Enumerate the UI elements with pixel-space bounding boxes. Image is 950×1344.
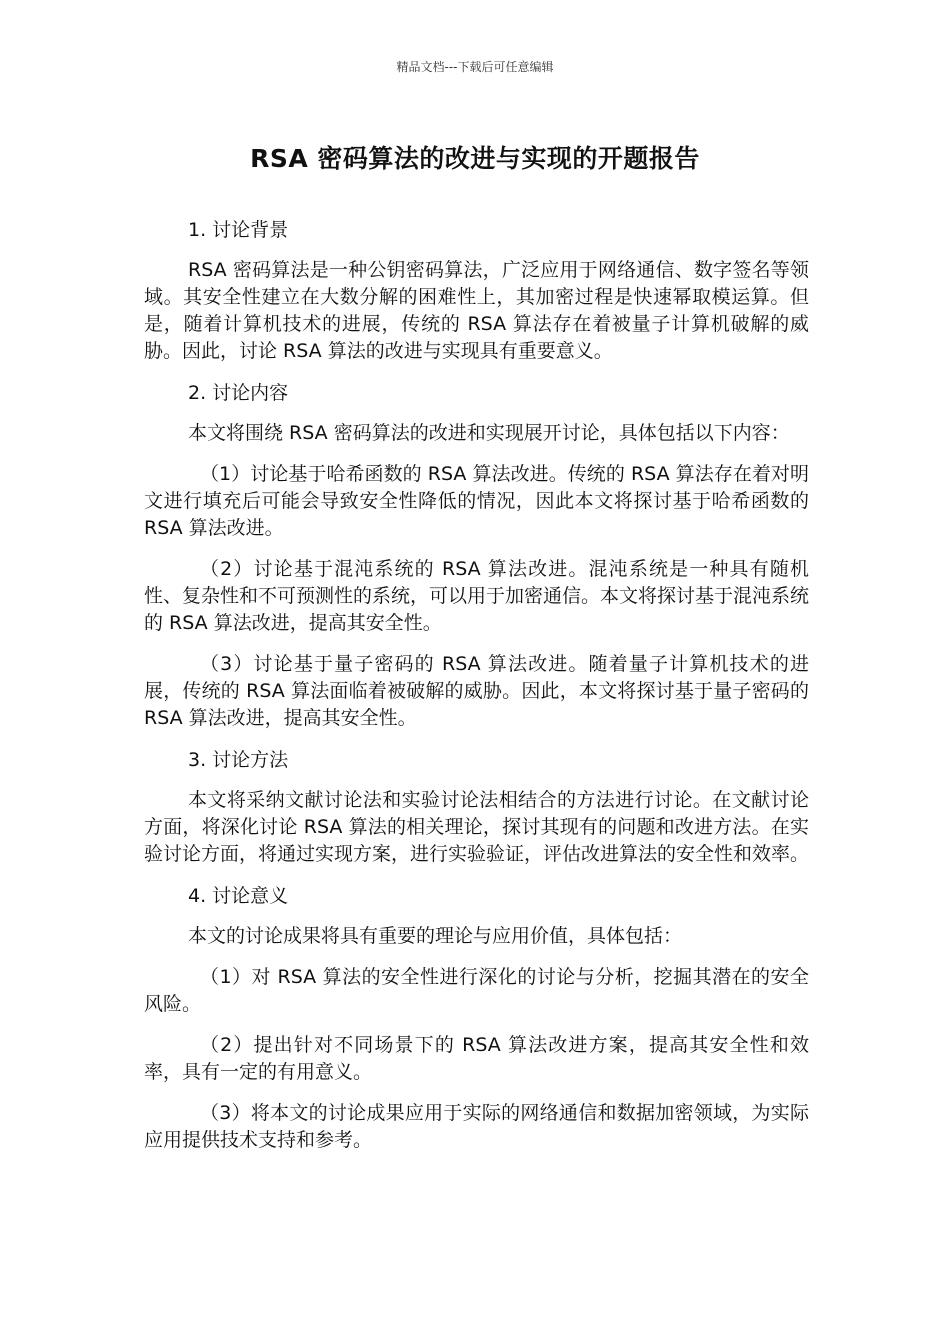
- paragraph: 本文将围绕 RSA 密码算法的改进和实现展开讨论，具体包括以下内容：: [188, 422, 790, 444]
- list-item: （1）讨论基于哈希函数的 RSA 算法改进。传统的 RSA 算法存在着对明文进行填充后可能会导致安全性降低的情况，因此本文将探讨基于哈希函数的 RSA 算法改进。: [144, 463, 809, 539]
- list-item: （2）讨论基于混沌系统的 RSA 算法改进。混沌系统是一种具有随机性、复杂性和不可预测性的系统，可以用于加密通信。本文将探讨基于混沌系统的 RSA 算法改进，提高其安全性。: [144, 558, 810, 634]
- list-item: （3）将本文的讨论成果应用于实际的网络通信和数据加密领域，为实际应用提供技术支持和参考。: [144, 1102, 809, 1151]
- section-heading: 1. 讨论背景: [188, 219, 289, 241]
- section-heading: 3. 讨论方法: [188, 749, 289, 771]
- paragraph: RSA 密码算法是一种公钥密码算法，广泛应用于网络通信、数字签名等领域。其安全性建立在大数分解的困难性上，其加密过程是快速幂取模运算。但是，随着计算机技术的进展，传统的 RSA 算法存在着被量子计算机破解的威胁。因此，讨论 RSA 算法的改进与实现具有重要意义。: [144, 259, 809, 362]
- section-heading: 4. 讨论意义: [188, 885, 289, 907]
- list-item: （1）对 RSA 算法的安全性进行深化的讨论与分析，挖掘其潜在的安全风险。: [144, 966, 809, 1015]
- page-header-note: 精品文档---下载后可任意编辑: [396, 60, 554, 74]
- document-body: [144, 216, 809, 1168]
- list-item: （3）讨论基于量子密码的 RSA 算法改进。随着量子计算机技术的进展，传统的 RSA 算法面临着被破解的威胁。因此，本文将探讨基于量子密码的 RSA 算法改进，提高其安全性。: [144, 653, 809, 729]
- section-heading: 2. 讨论内容: [188, 382, 289, 404]
- paragraph: 本文将采纳文献讨论法和实验讨论法相结合的方法进行讨论。在文献讨论方面，将深化讨论 RSA 算法的相关理论，探讨其现有的问题和改进方法。在实验讨论方面，将通过实现方案，进行实验验证，评估改进算法的安全性和效率。: [144, 789, 810, 865]
- paragraph: 本文的讨论成果将具有重要的理论与应用价值，具体包括：: [188, 925, 683, 947]
- document-title: RSA 密码算法的改进与实现的开题报告: [250, 144, 700, 173]
- list-item: （2）提出针对不同场景下的 RSA 算法改进方案，提高其安全性和效率，具有一定的有用意义。: [144, 1034, 809, 1083]
